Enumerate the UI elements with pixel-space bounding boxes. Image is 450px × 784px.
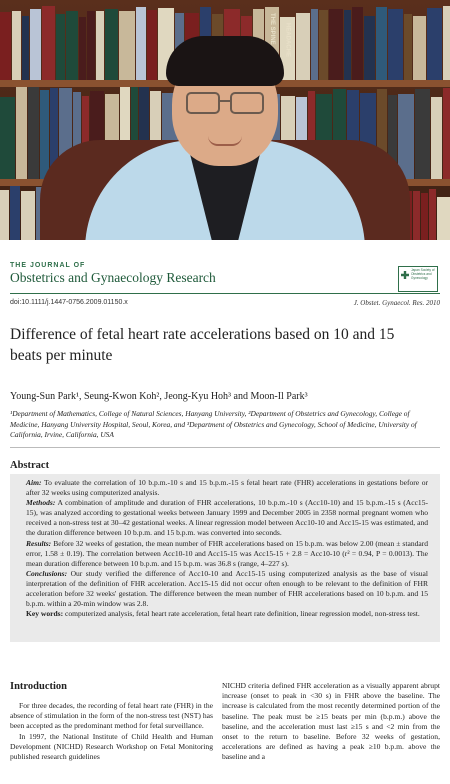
doi: doi:10.1111/j.1447-0756.2009.01150.x [10,299,128,306]
divider [10,447,440,448]
keywords-label: Key words: [26,609,64,619]
book-spine [96,11,104,80]
author-list: Young-Sun Park¹, Seung-Kwon Koh², Jeong-Kyu Hoh³ and Moon-Il Park³ [10,391,308,402]
book-spine-text: THE SPINE [269,13,275,45]
book-spine [415,89,430,179]
book-spine [119,11,135,80]
book-spine [413,16,426,80]
abstract-conclusions [26,569,428,609]
aim-label: Aim: [26,478,42,487]
book-spine [311,9,318,80]
book-spine [437,197,450,240]
book-spine [427,8,442,80]
intro-paragraph-2: In 1997, the National Institute of Child Health and Human Development (NICHD) Research Workshop on Fetal Monitoring published research guidelines [10,731,213,762]
society-logo [398,266,438,292]
results-text: Before 32 weeks of gestation, the mean number of FHR accelerations based on 15 b.p.m. was below 2.00 (mean ± standard error, 1.58 ± 0.19). The correlation between Acc10-10 and Acc15-15 was Acc15-15 + 2.8 = Acc10-10 (r² = 0.94, P = 0.0013). The mean duration difference between 10 b.p.m. and 15 b.p.m. was 36.8 s (range, 4–227 s). [26,538,428,568]
book-spine [0,97,15,179]
book-spine [398,94,414,179]
conclusions-label: Conclusions: [26,568,68,578]
abstract-results [26,539,428,569]
book-spine [429,189,436,240]
book-spine [352,7,363,80]
book-spine [10,186,20,240]
book-spine [66,11,78,80]
book-spine [443,88,450,179]
book-spine [443,6,450,80]
intro-column-left [10,701,213,762]
abstract-box [10,474,440,642]
book-spine [136,7,146,80]
conclusions-text: Our study verified the difference of Acc10-10 and Acc15-15 using computerized analysis as the base of visual interpretation of the definition of FHR acceleration. Acc15-15 did not occur often enough to be relevant to the definition of FHR acceleration before 32 weeks' gestation. The difference between the mean number of FHR accelerations based on 10 b.p.m. and 15 b.p.m. within a 20-min window was 2.8. [26,568,428,609]
book-spine [404,14,412,80]
book-spine [319,10,328,80]
article-title: Difference of fetal heart rate accelerations based on 10 and 15 beats per minute [10,326,395,364]
hair [166,36,284,86]
abstract-heading: Abstract [10,460,50,471]
book-spine [376,7,387,80]
book-spine [105,9,118,80]
book-spine [22,16,29,80]
logo-text: Japan Society of Obstetrics and Gynecology [411,268,435,280]
abstract-keywords [26,609,428,619]
journal-name: Obstetrics and Gynaecology Research [10,270,216,285]
book-spine [0,12,11,80]
book-spine [56,14,65,80]
book-spine [12,11,21,80]
book-spine [344,10,351,80]
book-spine [413,191,420,240]
intro-paragraph-right: NICHD criteria defined FHR acceleration as a visually apparent abrupt increase (onset to peak in <30 s) in FHR above the baseline. The increase is calculated from the most recently determined portion of the baseline. The peak must be ≥15 beats per min (b.p.m.) above the baseline, and the acceleration must last ≥15 s and <2 min from the onset to the return to baseline. Before 32 weeks of gestation, accelerations are defined as having a peak ≥10 b.p.m. above the baseline and a [222,681,440,762]
methods-label: Methods: [26,498,56,508]
abstract-methods [26,498,428,538]
glasses-bridge [218,100,230,102]
book-spine [30,9,41,80]
glasses-lens-right [230,92,264,114]
book-spine [28,87,39,179]
book-spine [364,16,375,80]
glasses-lens-left [186,92,220,114]
citation: J. Obstet. Gynaecol. Res. 2010 [353,299,440,307]
article-meta [10,299,440,306]
book-spine [42,6,55,80]
methods-text: A combination of amplitude and duration of FHR accelerations, 10 b.p.m.-10 s (Acc10-10) and 15 b.p.m.-15 s (Acc15-15), was analyzed according to gestational weeks between January 1999 and December 2005 in 2358 normal pregnant women who received a non-stress test at 30–42 gestational weeks. A linear regression model between Acc10-10 and Acc15-15 was estimated, and the duration difference between 10 b.p.m. and 15 b.p.m. was converted into seconds. [26,498,428,538]
book-spine-text: HEADACHE [284,23,291,58]
book-spine [79,17,86,80]
abstract-aim [26,478,428,498]
keywords-text: computerized analysis, fetal heart rate acceleration, fetal heart rate definition, linear regression model, non-stress test. [65,609,420,619]
book-spine [388,9,403,80]
journal-header [10,262,440,286]
book-spine [421,193,428,240]
book-spine [87,11,95,80]
smile [208,136,242,146]
author-photo [0,0,450,240]
book-spine [147,10,157,80]
book-spine [21,191,35,240]
book-spine [0,190,9,240]
introduction-heading: Introduction [10,681,67,692]
journal-kicker: THE JOURNAL OF [10,262,86,269]
header-rule [10,293,440,294]
aim-text: To evaluate the correlation of 10 b.p.m.-10 s and 15 b.p.m.-15 s fetal heart rate (FHR) accelerations in gestations before or after 32 weeks using computerized analysis. [26,478,428,498]
affiliations: ¹Department of Mathematics, College of Natural Sciences, Hanyang University, ²Department of Obstetrics and Gynecology, College of Medicine, Hanyang University Hospital, Seoul, Korea, and ³Department of Obstetrics and Gynecology, School of Medicine, University of California, Irvine, California, USA [10,409,417,439]
intro-paragraph-1: For three decades, the recording of fetal heart rate (FHR) in the absence of stimulation in the form of the non-stress test (NST) has been accepted as the predominant method for fetal surveillance. [10,701,213,731]
book-spine [329,9,343,80]
book-spine [431,97,442,179]
cross-icon [401,271,409,279]
book-spine [40,90,49,179]
book-spine [16,87,27,179]
results-label: Results: [26,538,52,548]
intro-column-right [222,681,440,763]
book-spine [296,13,310,80]
